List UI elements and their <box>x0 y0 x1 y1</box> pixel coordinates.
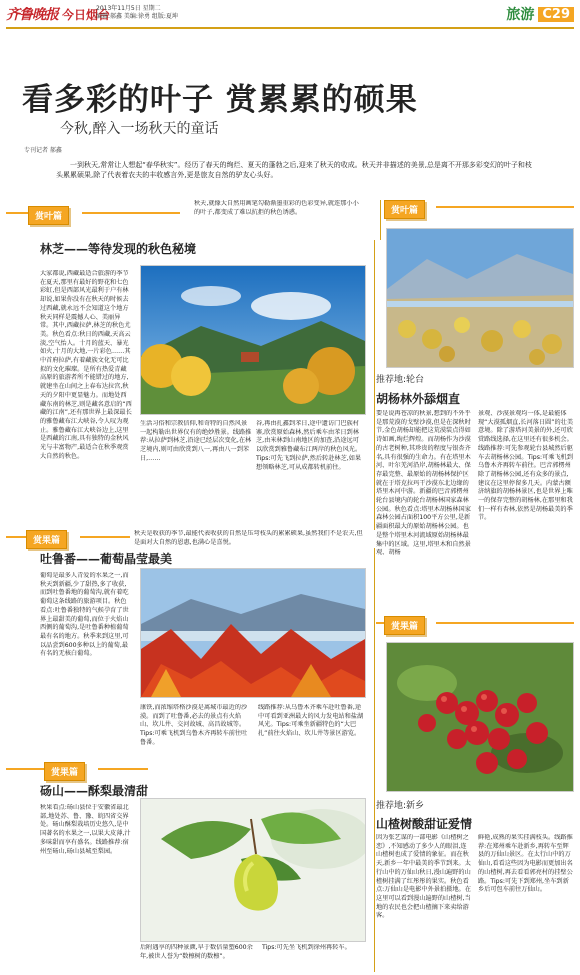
section-ribbon-fruit-2: 赏果篇 <box>384 616 425 635</box>
luntai-body-2: 景观、沙漠景观均一体,是最能体现“大漠孤烟直,长河落日圆”的壮美意境。除了游塔河美景的外,还可欣赏路线选择,在这里还有很多机会。线路推荐:可先参观轮台县城然后驱车去胡杨林公园。Tips:可乘飞机到乌鲁木齐再转车前往。巴音郭楞州除了胡杨林公园,还有众多的景点,建议在这里停留多几天。内蒙古额济纳旗的胡杨林景区,也是世界上唯一的保存完整的胡杨林,在那里和我们一样有杏林,依然是胡杨最美的季节。 <box>478 410 574 522</box>
ribbon-rule <box>376 622 384 624</box>
headline: 看多彩的叶子 赏累累的硕果 <box>22 82 418 118</box>
ribbon-rule <box>98 768 148 770</box>
divider <box>374 548 375 972</box>
linzhi-body-2: 生活习俗和宗教信仰,和奇特的自然风景一起构勒出世界仅有的绝妙胜景。线路推荐:从拉萨到林芝,沿途已经层次变化,在林芝境内,则可由欣赏到八一,再由八一到苯日,…… <box>140 420 252 462</box>
turpan-heading: 吐鲁番——葡萄晶莹最美 <box>40 552 173 566</box>
page-number: C29 <box>538 7 574 22</box>
masthead <box>6 4 110 24</box>
luntai-subhead: 推荐地:轮台 <box>376 375 425 385</box>
section-name: 旅游 <box>506 7 535 23</box>
luntai-photo <box>386 228 574 368</box>
fruit-intro: 秋天是收获的季节,最能代表收获的自然是压弯枝头的累累硕果,虽然我们不是农夫,但是面对大自然的恩惠,也满心是喜悦。 <box>134 530 363 546</box>
luntai-heading: 胡杨林外舔烟直 <box>376 392 461 406</box>
dangshan-photo <box>140 798 366 942</box>
turpan-photo <box>140 568 366 698</box>
xinxiang-body-2: 鲜艳,成熟的果实挂满枝头。线路推荐:在郑州乘车赴新乡,再转车至辉县的万仙山景区。在太行山中的万仙山,看看这些因为电影而更加出名的山楂树,再去看看郭亮村的挂壁公路。Tips:可先下到郑州,坐车到新乡后可包车前往万仙山。 <box>478 834 573 894</box>
turpan-body-3: 康铁,而浓缩塔格沙漠是离城市最近的沙漠。而到了吐鲁番,必去的景点有火焰山、坎儿井、交河故城、高昌故城等。Tips:可乘飞机到乌鲁木齐再转车前往吐鲁番。 <box>140 704 248 746</box>
intro-paragraph: 一到秋天,常常让人想起“春华秋实”。经历了春天的绚烂、夏天的蓬勃之后,迎来了秋天的收成。秋天并非描述的美景,总是离不开那多彩变幻的叶子和枝头累累硕果,除了代表着农夫的丰收感言外,更是旅友自然的驴友心头好。 <box>56 161 532 179</box>
xinxiang-photo <box>386 642 574 792</box>
hawthorn-image <box>387 643 573 791</box>
xinxiang-body: 因为张艺谋的一部电影《山楂树之恋》,不知感动了多少人的眼泪,连山楂树也成了爱情的象征。而在秋天,新乡一年中最美的季节到来。太行山中的万仙山秋日,漫山遍野的山楂树挂满了红彤彤的果实。秋色看点:万仙山是电影中外景拍摄地。在这里可以看到漫山遍野的山楂树,当地的农民也会把山楂摘下来卖给游客。 <box>376 834 471 920</box>
ribbon-rule <box>6 212 28 214</box>
ribbon-rule <box>436 622 574 624</box>
dangshan-body: 秋果看点:砀山县位于安徽省最北部,地处苏、鲁、豫、皖四省交界处。砀山酥梨栽培历史悠久,是中国著名的水果之一,以果大皮薄,汁多味甜而享有盛名。线路推荐:宿州至砀山,砀山县城至梨园。 <box>40 804 131 855</box>
ribbon-rule <box>436 206 574 208</box>
populus-forest-image <box>387 229 573 367</box>
section-ribbon-leaf-2: 赏叶篇 <box>384 200 425 219</box>
subheadline: 今秋,醉入一场秋天的童话 <box>60 121 219 137</box>
divider <box>374 240 375 530</box>
section-ribbon-fruit: 赏果篇 <box>26 530 67 549</box>
turpan-body-2: 线路推荐:从乌鲁木齐乘车赴吐鲁番,途中可看到亚洲最大的风力发电站和盐湖风光。Tips:可乘坐新疆特色的“大巴扎”前往火焰山、坎儿井等景区游览。 <box>258 704 364 738</box>
editor-credits: 编辑:郝鑫 美编:徐勇 组版:夏坤 <box>96 13 178 20</box>
header-divider <box>6 27 574 29</box>
xinxiang-subhead: 推荐地:新乡 <box>376 801 425 811</box>
ribbon-rule <box>82 212 180 214</box>
linzhi-photo <box>140 265 366 415</box>
byline: 专刊记者 郝鑫 <box>24 147 62 154</box>
autumn-valley-image <box>141 266 365 414</box>
dangshan-heading: 砀山——酥梨最清甜 <box>40 784 149 798</box>
newspaper-logo: 齐鲁晚报 <box>6 7 58 23</box>
leaf-intro: 秋天,就像大自然用画笔勾勒渐墨重彩的色彩变异,就连那小小的叶子,都变成了难以抗拒的秋色诱惑。 <box>194 200 359 216</box>
section-ribbon-leaf: 赏叶篇 <box>28 206 69 225</box>
ribbon-rule <box>80 536 130 538</box>
issue-date: 2013年11月5日 星期二 <box>96 5 161 12</box>
section-label <box>506 4 574 24</box>
pear-image <box>141 799 365 941</box>
linzhi-body-3: 谷,再由扎鑫到苯日,途中遗访门巴族村寨,欣赏原始森林,然后乘车由苯日到林芝,由米林到山南地区的加查,沿途远可以欣赏到雅鲁藏布江两岸的秋色风光。Tips:可先飞到拉萨,然后转赴林芝,如果想领略林芝,可从成都转机前往。 <box>256 420 362 471</box>
linzhi-heading: 林芝——等待发现的秋色秘境 <box>40 242 197 256</box>
ribbon-rule <box>6 536 26 538</box>
xinxiang-heading: 山楂树酸甜证爱情 <box>376 817 473 831</box>
ribbon-rule <box>6 768 44 770</box>
luntai-body: 要是说再苍凉的秋景,想到的不外乎是那荒漠的戈壁沙漠,但是在深秋时节,金色胡杨却能把这荒漠装点得如诗如画,绚烂辉煌。而胡杨作为沙漠的古老树种,其珍贵的程度与银杏齐名,具有很强的生命力。有在塔里木河、叶尔羌河沿岸,胡杨林最大、保存最完整、最原始的胡杨林保护区就在于塔克拉玛干沙漠东北边缘的塔里木河中游。新疆的巴音郭楞州轮台县境内的轮台胡杨林国家森林公园。秋色看点:塔里木胡杨林国家森林公园占面积100平方公里,是新疆面积最大的原始胡杨林公园。也是整个塔里木河流域原始胡杨林最集中的区域。这里,塔里木和自然景观、胡杨 <box>376 410 471 557</box>
section-ribbon-fruit-3: 赏果篇 <box>44 762 85 781</box>
divider <box>380 200 381 240</box>
red-foliage-image <box>141 569 365 697</box>
dangshan-body-2: 后附遇享的四种景颜,早于数倍量塑600余年,被世人誉为“数檩树的数檩”。 <box>140 944 253 960</box>
column-name: 今日烟台 <box>62 7 111 22</box>
dangshan-tips: Tips:可先坐飞机到徐州再转车。 <box>262 944 351 951</box>
turpan-body: 葡萄是最多人青爱的水果之一,而秋天到新疆,少了甜热,多了收获,而到吐鲁番地的葡萄沟,就有着吃葡萄这条线路的旅游项目。秋色看点:吐鲁番独特的气候孕育了世界上最甜美的葡萄,而位于火焰山西侧的葡萄沟,是吐鲁番种植葡萄最有名的地方。秋季来到这里,可以品尝到600多种以上的葡萄,最有名的无核白葡萄。 <box>40 572 129 658</box>
linzhi-body: 大家都说,西藏最适合旅游的季节在夏天,那里有最好的野花和七色彩虹,但是西部风光最利于户有林却说,如果你没有在秋天的时候去过西藏,就永远不会知道这个地方秋天同样是震撼人心、美丽异常。其中,西藏拉萨,林芝的秋色尤美。秋色看点:秋日的西藏,天高云淡,空气怡人。十月的蓝天、暴光如火,十月的大地,一片彩色……其中首府拉萨,有着藏族文化无可比拟的文化璀璨。是所有热爱青藏高原的旅游者所不能错过的地方,就建坐在山间之上春布达拉宫,秋天的夕阳中更显魅力。而地处西藏东南的林芝,则是藏名意启的“西藏的江南”,还有那世界上最深最长的雅鲁藏布江大峡谷,令人叹为观止。雅鲁藏布江大峡谷边上,这里是西藏的江南,具有独特的金秋风光与丰富物产,最适合在秋季观赏大自然的秋色。 <box>40 270 132 460</box>
header-meta <box>96 5 178 21</box>
